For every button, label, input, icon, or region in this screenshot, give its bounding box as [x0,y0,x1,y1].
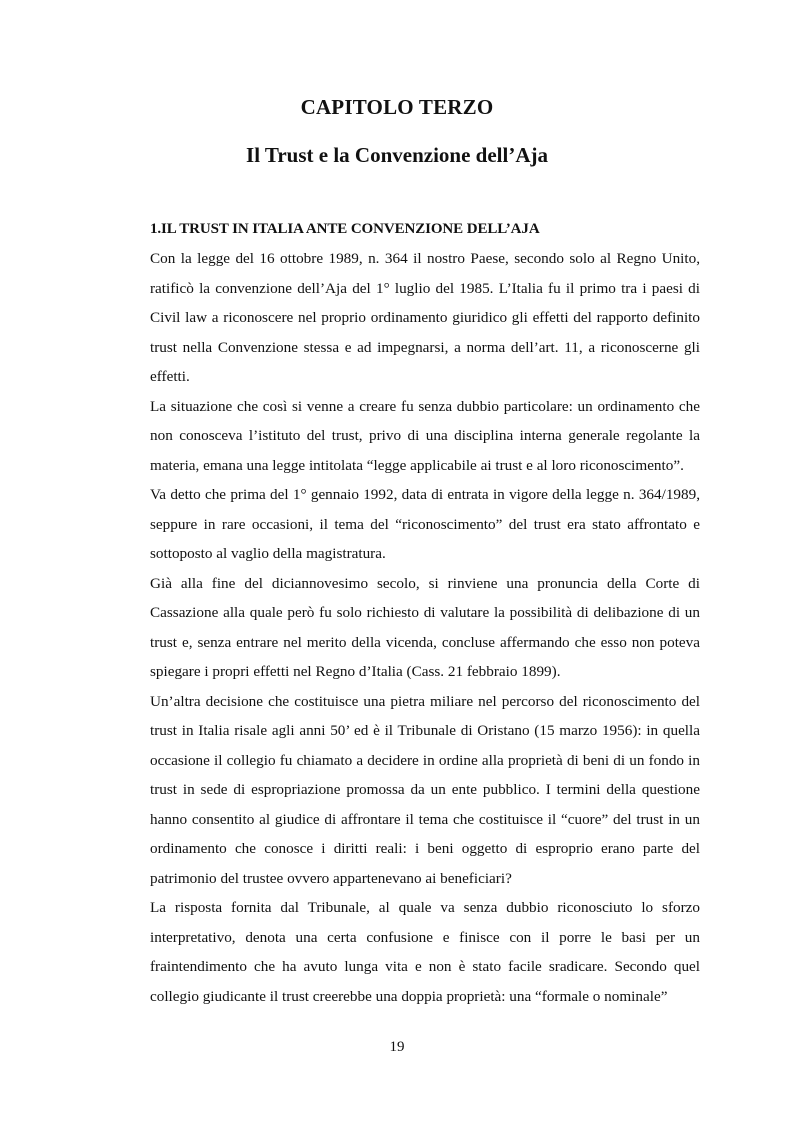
page-number: 19 [389,1039,405,1055]
paragraph-3: Va detto che prima del 1° gennaio 1992, data di entrata in vigore della legge n. 364/1989, seppure in rare occasioni, il tema del “riconoscimento” del trust era stato affrontato e sottoposto al vaglio della magistratura. [150,486,700,562]
paragraph-5: Un’altra decisione che costituisce una pietra miliare nel percorso del riconoscimento del trust in Italia risale agli anni 50’ ed è il Tribunale di Oristano (15 marzo 1956): in quella occasione il collegio fu chiamato a decidere in ordine alla proprietà di beni di un fondo in trust in sede di espropriazione promossa da un ente pubblico. I termini della questione hanno consentito al giudice di affrontare il tema che costituisce il “cuore” del trust in un ordinamento che conosce i diritti reali: i beni oggetto di esproprio erano parte del patrimonio del trustee ovvero appartenevano ai beneficiari? [150,692,700,887]
section-body [150,217,700,1011]
section-heading: 1.IL TRUST IN ITALIA ANTE CONVENZIONE DELL’AJA [150,221,540,237]
paragraph-2: La situazione che così si venne a creare fu senza dubbio particolare: un ordinamento che non conosceva l’istituto del trust, privo di una disciplina interna generale regolante la materia, emana una legge intitolata “legge applicabile ai trust e al loro riconoscimento”. [150,397,700,474]
paragraph-1: Con la legge del 16 ottobre 1989, n. 364 il nostro Paese, secondo solo al Regno Unito, ratificò la convenzione dell’Aja del 1° luglio del 1985. L’Italia fu il primo tra i paesi di Civil law a riconoscere nel proprio ordinamento giuridico gli effetti del rapporto definito trust nella Convenzione stessa e ad impegnarsi, a norma dell’art. 11, a riconoscerne gli effetti. [150,250,700,385]
chapter-subtitle: Il Trust e la Convenzione dell’Aja [246,143,548,167]
chapter-title: CAPITOLO TERZO [300,95,494,119]
paragraph-6: La risposta fornita dal Tribunale, al quale va senza dubbio riconosciuto lo sforzo interpretativo, denota una certa confusione e finisce con il porre le basi per un fraintendimento che ha avuto lunga vita e non è stato facile sradicare. Secondo quel collegio giudicante il trust creerebbe una doppia proprietà: una “formale o nominale” [150,899,700,1005]
paragraph-4: Già alla fine del diciannovesimo secolo, si rinviene una pronuncia della Corte di Cassazione alla quale però fu solo richiesto di valutare la possibilità di delibazione di un trust e, senza entrare nel merito della vicenda, concluse affermando che esso non poteva spiegare i propri effetti nel Regno d’Italia (Cass. 21 febbraio 1899). [150,574,700,680]
